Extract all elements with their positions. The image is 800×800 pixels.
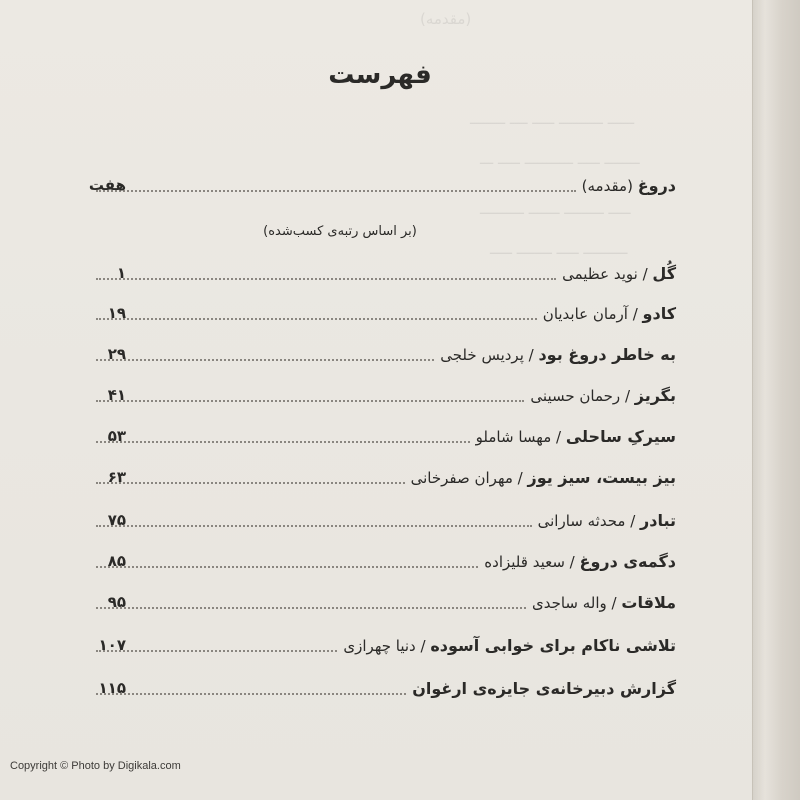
toc-intro-page: هفت [88,176,126,194]
toc-entry [90,296,676,326]
leader-dots [96,317,537,320]
entry-page: ۵۳ [107,427,126,445]
entry-title: ملاقات [621,593,676,612]
entry-author: / رحمان حسینی [530,387,635,405]
leader-dots [96,440,470,443]
entry-page: ۱۱۵ [98,679,126,697]
toc-intro-title: دروغ [637,176,676,195]
entry-title: گزارش دبیرخانه‌ی جایزه‌ی ارغوان [412,679,676,698]
toc-entry [90,460,676,490]
entry-author: / پردیس خلجی [440,346,539,364]
entry-title: کادو [642,304,676,323]
toc-intro-subtitle: (مقدمه) [581,177,638,195]
entry-title: تبادر [640,511,676,530]
leader-dots [96,481,405,484]
leader-dots [96,565,478,568]
toc-entry [90,256,676,286]
show-through-text: ــــــ ــــــــــ ـــــ ــــ ــــــــ [470,110,635,128]
entry-page: ۲۹ [107,345,126,363]
entry-author: / مهران صفرخانی [410,469,528,487]
entry-author: / واله ساجدی [531,594,622,612]
entry-page: ۶۳ [107,468,126,486]
leader-dots [96,189,576,192]
toc-entry [90,544,676,574]
toc-entry [90,503,676,533]
leader-dots [96,358,434,361]
leader-dots [96,692,406,695]
entry-page: ۷۵ [107,511,126,529]
entry-author: / سعید قلیزاده [484,553,580,571]
entry-page: ۱۹ [107,304,126,322]
entry-title: گُل [652,264,676,283]
leader-dots [96,524,532,527]
show-through-text: (مقدمه) [420,10,472,28]
show-through-text: ــــــــ ـــــ ـــــــــــ ـــــ ـــ [480,150,640,168]
leader-dots [96,606,526,609]
toc-entry [90,628,676,658]
leader-dots [96,399,524,402]
entry-title: تلاشی ناکام برای خوابی آسوده [430,636,676,655]
entry-title: دگمه‌ی دروغ [579,552,676,571]
entry-author: / دنیا چهرازی [343,637,431,655]
entry-title: سیرکِ ساحلی [565,427,676,446]
entry-title: بگریز [634,386,676,405]
toc-entry [90,585,676,615]
photo-credit: Copyright © Photo by Digikala.com [10,760,181,772]
entry-author: / نوید عظیمی [562,265,653,283]
entry-page: ۴۱ [107,386,126,404]
toc-entry [90,671,676,701]
page-title: فهرست [328,60,432,90]
entry-author: / آرمان عابدیان [542,305,643,323]
entry-page: ۹۵ [107,593,126,611]
leader-dots [96,277,556,280]
entry-page: ۱ [116,264,126,282]
toc-entry [90,337,676,367]
entry-title: بیز بیست، سیز یوز [527,468,676,487]
show-through-text: ــــــــــ ـــــ ــــــــ ـــــ [490,240,628,258]
entry-title: به خاطر دروغ بود [538,345,676,364]
entry-author: / مهسا شاملو [475,428,566,446]
toc-intro-row [90,168,676,198]
toc-entry [90,378,676,408]
page-edge [752,0,800,800]
entry-page: ۸۵ [107,552,126,570]
leader-dots [96,649,337,652]
toc-entry [90,419,676,449]
toc-intro-entry [582,178,676,198]
show-through-text: ـــــ ـــــــــ ـــــــ ــــــــــ [480,200,631,218]
entry-author: / محدثه سارانی [537,512,641,530]
ranking-note: (بر اساس رتبه‌ی کسب‌شده) [263,224,417,239]
entry-page: ۱۰۷ [98,636,126,654]
